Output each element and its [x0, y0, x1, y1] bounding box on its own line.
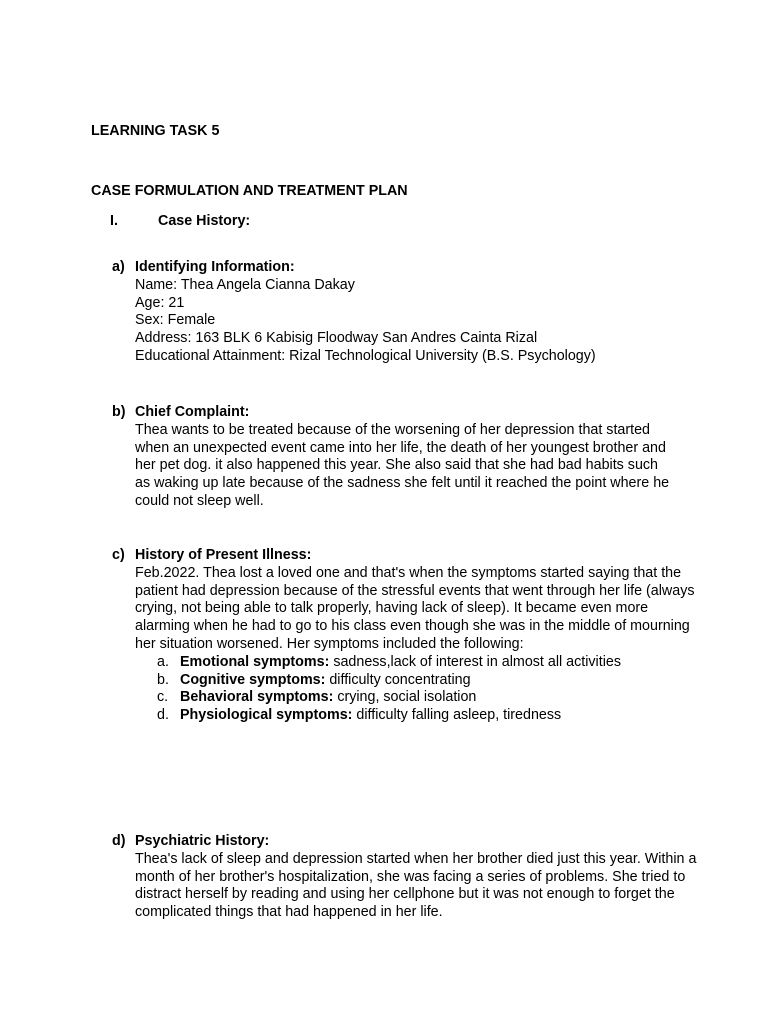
sex-line: Sex: Female — [135, 312, 216, 329]
psychiatric-history-text: Thea's lack of sleep and depression started when her brother died just this year. Within a month of her brother's hospitalization, she was facing a series of problems. She tried to distract herself by reading and using her cellphone but it was not enough to forget the complicated things that had happened in her life. — [135, 850, 697, 921]
section-identifying-information — [112, 259, 692, 366]
list-marker: c. — [157, 689, 169, 706]
section-letter: b) — [112, 404, 126, 420]
education-line: Educational Attainment: Rizal Technological University (B.S. Psychology) — [135, 347, 596, 364]
symptom-label: Emotional symptoms: — [180, 653, 330, 670]
section-letter: a) — [112, 259, 125, 275]
symptom-list — [135, 654, 702, 725]
symptom-value: crying, social isolation — [333, 689, 477, 706]
section-letter: c) — [112, 547, 125, 563]
symptom-value: sadness,lack of interest in almost all activities — [329, 653, 621, 670]
part-heading — [110, 213, 250, 231]
symptom-value: difficulty concentrating — [325, 671, 471, 688]
section-label: Chief Complaint: — [135, 404, 250, 420]
present-illness-text: Feb.2022. Thea lost a loved one and that's when the symptoms started saying that the patient had depression because of the stressful events that went through her life (always crying, not being able to talk properly, having lack of sleep). It became even more alarming when he had to go to his class even though she was in the middle of mourning her situation worsened. Her symptoms included the following: — [135, 564, 695, 652]
list-item — [135, 707, 702, 725]
section-label: Psychiatric History: — [135, 833, 270, 849]
list-marker: b. — [157, 671, 169, 688]
address-line: Address: 163 BLK 6 Kabisig Floodway San Andres Cainta Rizal — [135, 330, 538, 347]
part-number: I. — [110, 213, 118, 229]
symptom-label: Behavioral symptoms: — [180, 689, 334, 706]
chief-complaint-text: Thea wants to be treated because of the worsening of her depression that started when an unexpected event came into her life, the death of her youngest brother and her pet dog. it also happened this year. She also said that she had bad habits such as waking up late because of the sadness she felt until it reached the point where he could not sleep well. — [135, 421, 670, 509]
symptom-label: Cognitive symptoms: — [180, 671, 326, 688]
section-label: Identifying Information: — [135, 259, 295, 275]
list-item — [135, 672, 702, 690]
section-letter: d) — [112, 833, 126, 849]
symptom-value: difficulty falling asleep, tiredness — [352, 707, 562, 724]
list-marker: a. — [157, 653, 169, 670]
task-title: LEARNING TASK 5 — [91, 123, 220, 139]
list-item — [135, 689, 702, 707]
age-line: Age: 21 — [135, 294, 185, 311]
section-psychiatric-history — [112, 833, 702, 922]
section-label: History of Present Illness: — [135, 547, 312, 563]
document-title: CASE FORMULATION AND TREATMENT PLAN — [91, 183, 408, 199]
list-item — [135, 654, 702, 672]
section-chief-complaint — [112, 404, 672, 511]
section-present-illness — [112, 547, 702, 725]
part-label: Case History: — [158, 213, 251, 229]
name-line: Name: Thea Angela Cianna Dakay — [135, 276, 355, 293]
symptom-label: Physiological symptoms: — [180, 707, 353, 724]
list-marker: d. — [157, 707, 169, 724]
